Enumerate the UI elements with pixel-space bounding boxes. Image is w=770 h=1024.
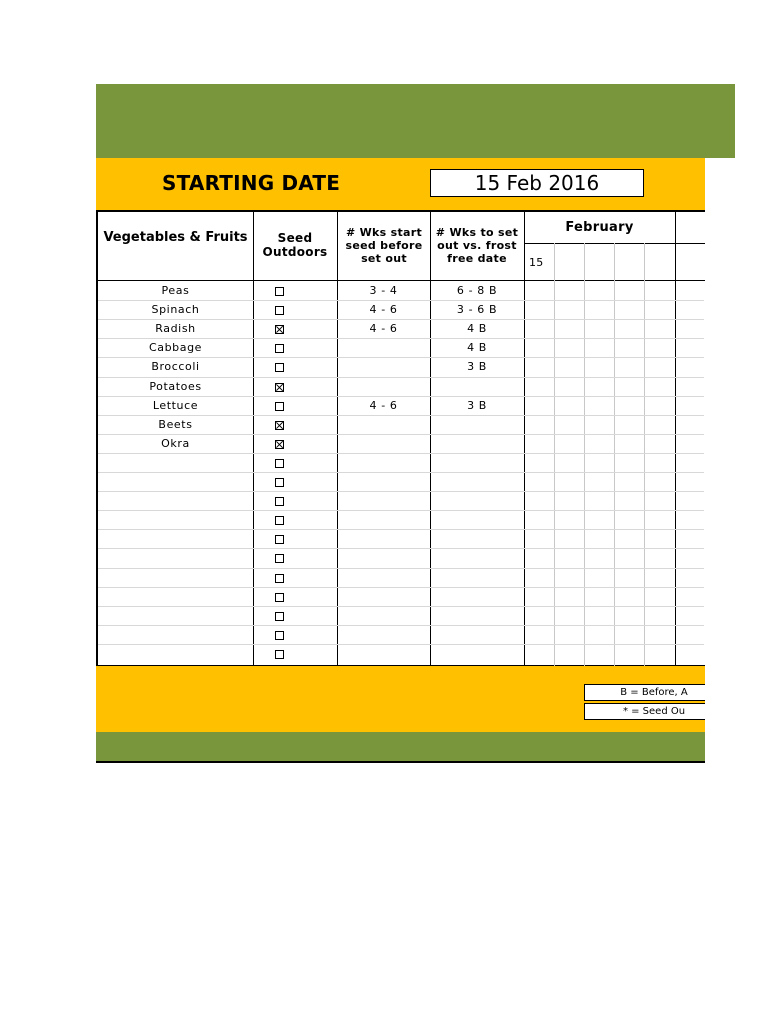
top-border xyxy=(96,210,705,212)
row-separator xyxy=(98,415,704,416)
seed-outdoors-checkbox[interactable] xyxy=(275,440,284,449)
column-divider xyxy=(430,210,431,666)
row-separator xyxy=(98,529,704,530)
wks-set-out-value: 6 - 8 B xyxy=(456,284,498,297)
row-separator xyxy=(98,453,704,454)
seed-outdoors-header: Seed Outdoors xyxy=(262,231,328,259)
row-separator xyxy=(98,568,704,569)
vegetable-name: Radish xyxy=(155,322,196,335)
row-separator xyxy=(98,377,704,378)
day-divider xyxy=(584,243,585,666)
vegetable-name: Broccoli xyxy=(151,360,200,373)
wks-start-value: 4 - 6 xyxy=(369,322,398,335)
row-separator xyxy=(98,510,704,511)
day-header: 15 xyxy=(529,256,544,269)
wks-set-out-value: 3 - 6 B xyxy=(456,303,498,316)
seed-outdoors-checkbox[interactable] xyxy=(275,478,284,487)
row-separator xyxy=(98,472,704,473)
seed-outdoors-checkbox[interactable] xyxy=(275,535,284,544)
seed-outdoors-checkbox[interactable] xyxy=(275,574,284,583)
footer-green-band xyxy=(96,732,705,761)
seed-outdoors-checkbox[interactable] xyxy=(275,363,284,372)
day-divider xyxy=(614,243,615,666)
column-divider xyxy=(253,210,254,666)
seed-outdoors-checkbox[interactable] xyxy=(275,402,284,411)
column-divider xyxy=(524,210,525,666)
seed-outdoors-checkbox[interactable] xyxy=(275,287,284,296)
vegetable-name: Beets xyxy=(158,418,193,431)
vegetable-name: Cabbage xyxy=(148,341,203,354)
column-divider xyxy=(675,210,676,666)
row-separator xyxy=(98,434,704,435)
row-separator xyxy=(98,300,704,301)
vegetable-name: Peas xyxy=(161,284,190,297)
vegetable-name: Okra xyxy=(161,437,190,450)
seed-outdoors-checkbox[interactable] xyxy=(275,516,284,525)
row-separator xyxy=(98,625,704,626)
starting-date-field[interactable]: 15 Feb 2016 xyxy=(430,169,644,197)
wks-start-value: 4 - 6 xyxy=(369,303,398,316)
seed-outdoors-checkbox[interactable] xyxy=(275,459,284,468)
starting-date-label: STARTING DATE xyxy=(162,171,341,195)
wks-start-value: 4 - 6 xyxy=(369,399,398,412)
seed-outdoors-checkbox[interactable] xyxy=(275,325,284,334)
day-divider xyxy=(644,243,645,666)
wks-set-out-value: 4 B xyxy=(467,322,487,335)
seed-outdoors-checkbox[interactable] xyxy=(275,612,284,621)
seed-outdoors-checkbox[interactable] xyxy=(275,497,284,506)
seed-outdoors-checkbox[interactable] xyxy=(275,593,284,602)
seed-outdoors-checkbox[interactable] xyxy=(275,631,284,640)
seed-outdoors-checkbox[interactable] xyxy=(275,383,284,392)
row-separator xyxy=(98,338,704,339)
wks-set-out-value: 3 B xyxy=(467,360,487,373)
month-header: February xyxy=(565,220,634,235)
day-divider xyxy=(554,243,555,666)
row-separator xyxy=(98,606,704,607)
row-separator xyxy=(98,548,704,549)
row-separator xyxy=(98,396,704,397)
column-divider xyxy=(337,210,338,666)
seed-outdoors-checkbox[interactable] xyxy=(275,554,284,563)
seed-outdoors-checkbox[interactable] xyxy=(275,650,284,659)
top-banner xyxy=(96,84,735,158)
legend-before-after: B = Before, A xyxy=(584,684,705,701)
seed-outdoors-checkbox[interactable] xyxy=(275,306,284,315)
vegetables-header: Vegetables & Fruits xyxy=(103,230,248,245)
wks-start-header: # Wks start seed before set out xyxy=(345,226,423,265)
wks-set-out-value: 3 B xyxy=(467,399,487,412)
bottom-border xyxy=(96,761,705,763)
planting-sheet xyxy=(96,210,705,763)
row-separator xyxy=(98,491,704,492)
vegetable-name: Lettuce xyxy=(152,399,199,412)
wks-set-out-value: 4 B xyxy=(467,341,487,354)
legend-seed-outdoors: * = Seed Ou xyxy=(584,703,705,720)
wks-start-value: 3 - 4 xyxy=(369,284,398,297)
row-separator xyxy=(98,644,704,645)
seed-outdoors-checkbox[interactable] xyxy=(275,421,284,430)
row-separator xyxy=(98,587,704,588)
seed-outdoors-checkbox[interactable] xyxy=(275,344,284,353)
row-separator xyxy=(98,357,704,358)
row-separator xyxy=(98,319,704,320)
vegetable-name: Spinach xyxy=(151,303,200,316)
vegetable-name: Potatoes xyxy=(149,380,202,393)
wks-set-out-header: # Wks to set out vs. frost free date xyxy=(435,226,519,265)
